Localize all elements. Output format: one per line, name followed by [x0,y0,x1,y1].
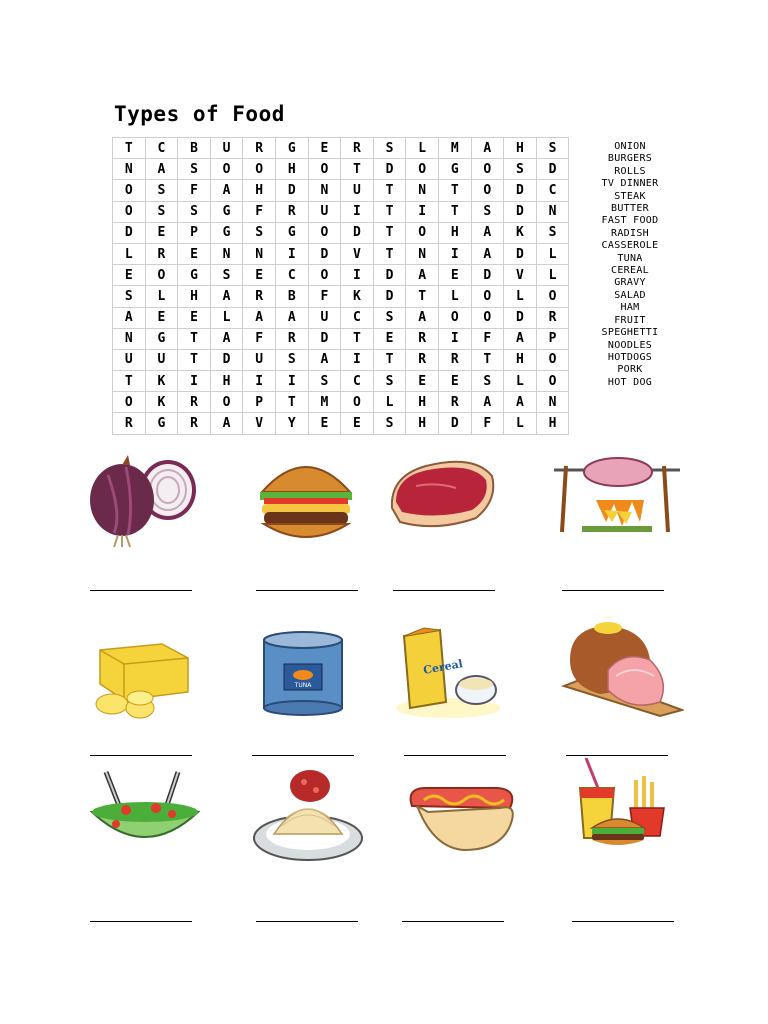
grid-row [113,138,569,159]
word-list-item: RADISH [611,227,649,239]
grid-cell[interactable]: T [373,201,406,222]
word-list-item: FAST FOOD [601,215,659,227]
grid-row [113,371,569,392]
grid-cell[interactable]: E [308,138,341,159]
grid-cell[interactable]: L [438,286,471,307]
grid-row [113,392,569,413]
grid-cell[interactable]: A [210,180,243,201]
grid-cell[interactable]: E [438,265,471,286]
word-list-item: TV DINNER [601,178,659,190]
grid-cell[interactable]: A [113,307,146,328]
grid-cell[interactable]: H [178,286,211,307]
grid-cell[interactable]: S [145,180,178,201]
grid-cell[interactable]: D [504,180,537,201]
grid-cell[interactable]: U [308,307,341,328]
grid-cell[interactable]: I [275,371,308,392]
grid-cell[interactable]: L [504,371,537,392]
salad-picture [86,768,204,858]
grid-cell[interactable]: L [536,265,569,286]
grid-cell[interactable]: P [536,328,569,349]
grid-cell[interactable]: S [373,307,406,328]
word-list-item: ONION [614,141,646,152]
grid-cell[interactable]: I [438,243,471,264]
answer-blank-9[interactable] [90,920,192,922]
grid-cell[interactable]: D [341,222,374,243]
grid-cell[interactable]: F [308,286,341,307]
grid-cell[interactable]: R [178,392,211,413]
grid-cell[interactable]: E [113,265,146,286]
grid-cell[interactable]: H [438,222,471,243]
grid-cell[interactable]: E [145,307,178,328]
grid-cell[interactable]: A [406,307,439,328]
grid-cell[interactable]: G [145,413,178,434]
fast-food-picture [574,758,668,852]
grid-cell[interactable]: C [341,371,374,392]
hot-dog-picture [404,770,518,854]
grid-cell[interactable]: H [536,413,569,434]
grid-cell[interactable]: O [308,222,341,243]
grid-cell[interactable]: T [438,201,471,222]
grid-cell[interactable]: E [308,413,341,434]
grid-cell[interactable]: R [178,413,211,434]
grid-cell[interactable]: A [275,307,308,328]
grid-cell[interactable]: C [536,180,569,201]
grid-cell[interactable]: O [210,392,243,413]
grid-cell[interactable]: I [438,328,471,349]
grid-row [113,222,569,243]
grid-cell[interactable]: O [471,286,504,307]
answer-blank-3[interactable] [393,589,495,591]
grid-cell[interactable]: O [536,371,569,392]
grid-cell[interactable]: B [178,138,211,159]
grid-cell[interactable]: R [145,243,178,264]
grid-cell[interactable]: V [341,243,374,264]
grid-cell[interactable]: L [536,243,569,264]
grid-cell[interactable]: S [536,138,569,159]
grid-cell[interactable]: R [275,328,308,349]
grid-cell[interactable]: O [438,307,471,328]
grid-cell[interactable]: G [210,222,243,243]
grid-cell[interactable]: A [243,307,276,328]
grid-cell[interactable]: A [504,328,537,349]
grid-cell[interactable]: O [243,159,276,180]
grid-cell[interactable]: T [113,138,146,159]
grid-cell[interactable]: L [504,286,537,307]
grid-cell[interactable]: T [113,371,146,392]
grid-cell[interactable]: I [406,201,439,222]
grid-cell[interactable]: G [275,138,308,159]
word-list-item: NOODLES [607,339,653,351]
grid-cell[interactable]: A [471,222,504,243]
grid-cell[interactable]: A [210,413,243,434]
grid-cell[interactable]: R [243,286,276,307]
word-list-item: GRAVY [614,277,646,289]
word-list-item: ROLLS [614,165,646,177]
word-search-grid [112,137,569,435]
word-list-item: CEREAL [611,265,649,277]
grid-cell[interactable]: F [471,413,504,434]
tuna-can-picture [262,630,344,716]
grid-cell[interactable]: T [178,349,211,370]
grid-cell[interactable]: T [373,180,406,201]
answer-blank-12[interactable] [572,920,674,922]
grid-cell[interactable]: N [536,201,569,222]
grid-cell[interactable]: L [406,138,439,159]
grid-cell[interactable]: A [471,243,504,264]
grid-cell[interactable]: I [275,243,308,264]
grid-cell[interactable]: P [243,392,276,413]
ham-picture [560,620,684,720]
grid-cell[interactable]: T [406,286,439,307]
grid-cell[interactable]: N [113,159,146,180]
grid-cell[interactable]: H [406,413,439,434]
grid-cell[interactable]: T [341,159,374,180]
grid-cell[interactable]: T [471,349,504,370]
roast-pig-picture [552,452,682,536]
grid-cell[interactable]: O [536,286,569,307]
grid-row [113,159,569,180]
grid-cell[interactable]: G [145,328,178,349]
word-list-item: STEAK [614,190,646,202]
grid-row [113,307,569,328]
grid-cell[interactable]: S [308,371,341,392]
grid-cell[interactable]: D [438,413,471,434]
word-list-item: CASSEROLE [601,240,659,252]
grid-cell[interactable]: R [536,307,569,328]
grid-cell[interactable]: R [438,349,471,370]
grid-cell[interactable]: L [504,413,537,434]
grid-cell[interactable]: D [536,159,569,180]
answer-blank-2[interactable] [256,589,358,591]
answer-blank-10[interactable] [256,920,358,922]
grid-cell[interactable]: G [210,201,243,222]
grid-cell[interactable]: T [178,328,211,349]
grid-cell[interactable]: A [308,349,341,370]
grid-cell[interactable]: N [406,243,439,264]
grid-cell[interactable]: M [308,392,341,413]
grid-cell[interactable]: O [113,180,146,201]
grid-cell[interactable]: D [308,243,341,264]
grid-cell[interactable]: N [243,243,276,264]
grid-cell[interactable]: H [406,392,439,413]
grid-cell[interactable]: E [178,243,211,264]
grid-cell[interactable]: D [504,201,537,222]
grid-cell[interactable]: O [113,201,146,222]
grid-cell[interactable]: M [438,138,471,159]
grid-cell[interactable]: H [210,371,243,392]
answer-blank-8[interactable] [566,754,668,756]
grid-cell[interactable]: N [308,180,341,201]
answer-blank-6[interactable] [252,754,354,756]
grid-cell[interactable]: O [308,159,341,180]
grid-cell[interactable]: G [178,265,211,286]
grid-cell[interactable]: I [178,371,211,392]
grid-cell[interactable]: D [275,180,308,201]
answer-blank-5[interactable] [90,754,192,756]
grid-row [113,349,569,370]
grid-cell[interactable]: D [504,307,537,328]
grid-cell[interactable]: A [471,392,504,413]
grid-cell[interactable]: O [341,392,374,413]
grid-cell[interactable]: D [113,222,146,243]
grid-cell[interactable]: O [113,392,146,413]
grid-cell[interactable]: K [504,222,537,243]
grid-cell[interactable]: H [275,159,308,180]
grid-cell[interactable]: S [113,286,146,307]
grid-row [113,180,569,201]
grid-cell[interactable]: D [373,265,406,286]
grid-cell[interactable]: H [504,349,537,370]
grid-cell[interactable]: S [504,159,537,180]
grid-cell[interactable]: O [406,222,439,243]
word-list-item: HOTDOGS [607,351,653,363]
grid-cell[interactable]: G [275,222,308,243]
grid-cell[interactable]: U [308,201,341,222]
grid-cell[interactable]: K [145,392,178,413]
grid-cell[interactable]: V [243,413,276,434]
grid-cell[interactable]: E [243,265,276,286]
steak-picture [386,456,498,532]
grid-cell[interactable]: U [243,349,276,370]
grid-cell[interactable]: O [210,159,243,180]
grid-cell[interactable]: S [536,222,569,243]
grid-cell[interactable]: S [373,138,406,159]
grid-cell[interactable]: F [243,328,276,349]
grid-cell[interactable]: S [471,371,504,392]
grid-cell[interactable]: R [275,201,308,222]
page-title: Types of Food [114,102,285,126]
grid-cell[interactable]: D [308,328,341,349]
word-list-item: FRUIT [614,314,646,326]
word-list-item: HAM [620,302,640,314]
grid-cell[interactable]: K [145,371,178,392]
grid-cell[interactable]: A [210,328,243,349]
grid-cell[interactable]: H [243,180,276,201]
grid-cell[interactable]: N [536,392,569,413]
grid-cell[interactable]: T [373,349,406,370]
grid-cell[interactable]: F [243,201,276,222]
grid-cell[interactable]: N [406,180,439,201]
cereal-picture [396,626,500,718]
grid-cell[interactable]: D [373,286,406,307]
grid-cell[interactable]: A [406,265,439,286]
grid-row [113,243,569,264]
grid-row [113,201,569,222]
grid-cell[interactable]: F [471,328,504,349]
grid-row [113,286,569,307]
grid-cell[interactable]: O [536,349,569,370]
grid-cell[interactable]: T [438,180,471,201]
grid-cell[interactable]: O [145,265,178,286]
word-list-item: SPEGHETTI [601,327,659,339]
grid-cell[interactable]: D [504,243,537,264]
word-list-item: HOT DOG [607,376,653,388]
word-list-item: SALAD [614,289,646,301]
grid-cell[interactable]: L [113,243,146,264]
answer-blank-4[interactable] [562,589,664,591]
grid-cell[interactable]: D [471,265,504,286]
grid-cell[interactable]: N [113,328,146,349]
grid-cell[interactable]: O [471,159,504,180]
grid-cell[interactable]: E [178,307,211,328]
grid-cell[interactable]: E [373,328,406,349]
grid-cell[interactable]: C [145,138,178,159]
grid-cell[interactable]: E [341,413,374,434]
grid-cell[interactable]: O [471,307,504,328]
grid-cell[interactable]: U [145,349,178,370]
answer-blank-7[interactable] [404,754,506,756]
answer-blank-1[interactable] [90,589,192,591]
grid-cell[interactable]: T [373,222,406,243]
grid-cell[interactable]: A [145,159,178,180]
grid-cell[interactable]: G [438,159,471,180]
grid-cell[interactable]: E [406,371,439,392]
tuna-can-label: TUNA [294,682,312,689]
onion-picture [88,455,198,550]
grid-cell[interactable]: S [275,349,308,370]
grid-cell[interactable]: Y [275,413,308,434]
grid-cell[interactable]: D [210,349,243,370]
grid-row [113,328,569,349]
butter-picture [92,640,190,722]
grid-cell[interactable]: A [210,286,243,307]
grid-cell[interactable]: A [471,138,504,159]
grid-cell[interactable]: N [210,243,243,264]
word-list-item: BUTTER [611,203,649,215]
grid-cell[interactable]: I [341,265,374,286]
grid-cell[interactable]: R [438,392,471,413]
grid-cell[interactable]: S [471,201,504,222]
grid-cell[interactable]: T [373,243,406,264]
grid-cell[interactable]: S [178,159,211,180]
burger-picture [256,452,356,544]
spaghetti-picture [252,764,364,864]
word-list-item: TUNA [617,252,643,264]
grid-row [113,265,569,286]
grid-cell[interactable]: K [341,286,374,307]
grid-cell[interactable]: D [373,159,406,180]
word-list [584,141,676,389]
grid-cell[interactable]: U [113,349,146,370]
grid-row [113,413,569,434]
grid-cell[interactable]: I [341,201,374,222]
grid-cell[interactable]: R [406,328,439,349]
grid-cell[interactable]: C [275,265,308,286]
grid-cell[interactable]: A [504,392,537,413]
grid-cell[interactable]: S [210,265,243,286]
grid-cell[interactable]: I [243,371,276,392]
grid-cell[interactable]: L [373,392,406,413]
grid-cell[interactable]: E [145,222,178,243]
word-list-item: PORK [617,364,643,376]
grid-cell[interactable]: O [308,265,341,286]
grid-cell[interactable]: F [178,180,211,201]
grid-cell[interactable]: L [210,307,243,328]
grid-cell[interactable]: R [406,349,439,370]
grid-cell[interactable]: R [243,138,276,159]
grid-cell[interactable]: S [145,201,178,222]
grid-cell[interactable]: C [341,307,374,328]
grid-cell[interactable]: E [438,371,471,392]
grid-cell[interactable]: P [178,222,211,243]
grid-cell[interactable]: U [341,180,374,201]
cereal-box-label: Cereal [422,657,464,677]
grid-cell[interactable]: S [178,201,211,222]
grid-cell[interactable]: I [341,349,374,370]
answer-blank-11[interactable] [402,920,504,922]
grid-cell[interactable]: R [341,138,374,159]
grid-cell[interactable]: T [275,392,308,413]
grid-cell[interactable]: S [243,222,276,243]
grid-cell[interactable]: O [406,159,439,180]
grid-cell[interactable]: R [113,413,146,434]
word-list-item: BURGERS [607,153,653,165]
grid-cell[interactable]: V [504,265,537,286]
grid-cell[interactable]: O [471,180,504,201]
grid-cell[interactable]: T [341,328,374,349]
grid-cell[interactable]: U [210,138,243,159]
grid-cell[interactable]: L [145,286,178,307]
grid-cell[interactable]: S [373,413,406,434]
grid-cell[interactable]: S [373,371,406,392]
grid-cell[interactable]: H [504,138,537,159]
grid-cell[interactable]: B [275,286,308,307]
